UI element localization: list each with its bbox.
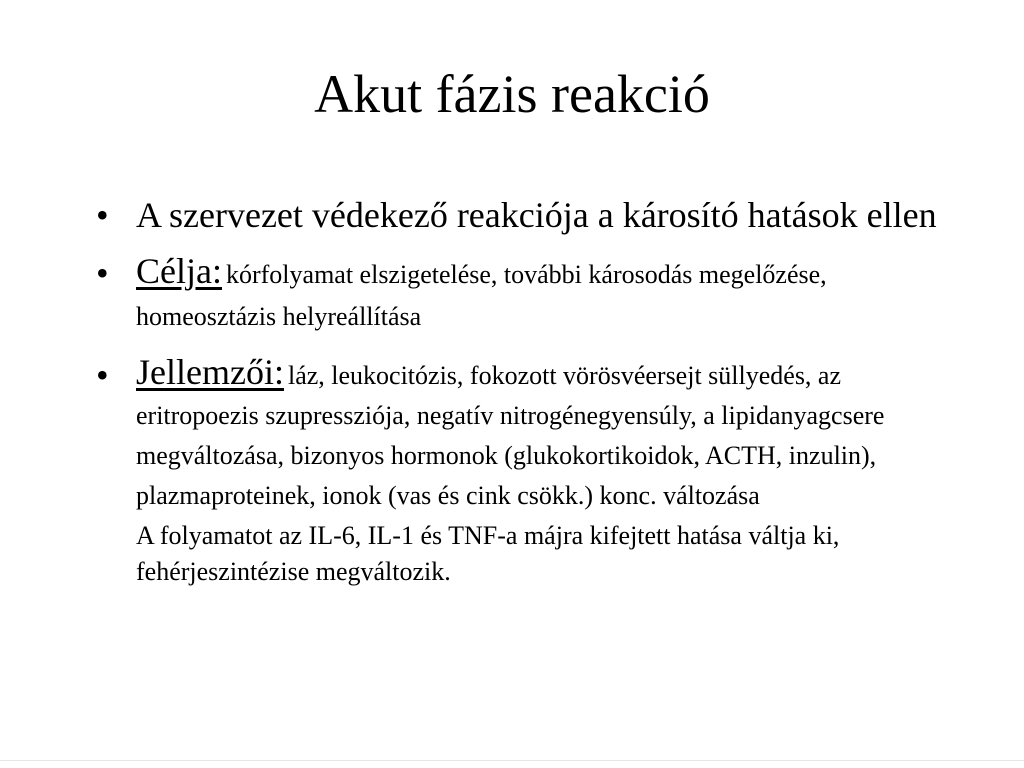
bullet-item-purpose bbox=[96, 252, 956, 340]
bullet-marker-icon: • bbox=[96, 355, 109, 395]
bullet-item-characteristics bbox=[96, 354, 956, 590]
bullet-item-definition bbox=[96, 192, 956, 238]
slide-bottom-divider bbox=[0, 760, 1024, 761]
bullet-list bbox=[96, 192, 956, 590]
bullet-paragraph: A folyamatot az IL-6, IL-1 és TNF-a májra kifejtett hatása váltja ki, fehérjeszintézise megváltozik. bbox=[136, 521, 840, 586]
bullet-marker-icon: • bbox=[96, 195, 109, 235]
bullet-lead: Jellemzői: bbox=[136, 352, 284, 392]
bullet-detail: láz, leukocitózis, fokozott vörösvéersejt süllyedés, az eritropoezis szupressziója, negatív nitrogénegyensúly, a lipidanyagcsere megváltozása, bizonyos hormonok (glukokortikoidok, ACTH, inzulin), plazmaproteinek, ionok (vas és cink csökk.) konc. változása bbox=[136, 361, 885, 510]
bullet-lead: Célja: bbox=[136, 251, 222, 291]
bullet-detail: kórfolyamat elszigetelése, további károsodás megelőzése, homeosztázis helyreállítása bbox=[136, 260, 827, 331]
slide-title: Akut fázis reakció bbox=[314, 64, 710, 124]
bullet-marker-icon: • bbox=[96, 253, 109, 293]
bullet-text: A szervezet védekező reakciója a károsító hatások ellen bbox=[136, 195, 937, 235]
